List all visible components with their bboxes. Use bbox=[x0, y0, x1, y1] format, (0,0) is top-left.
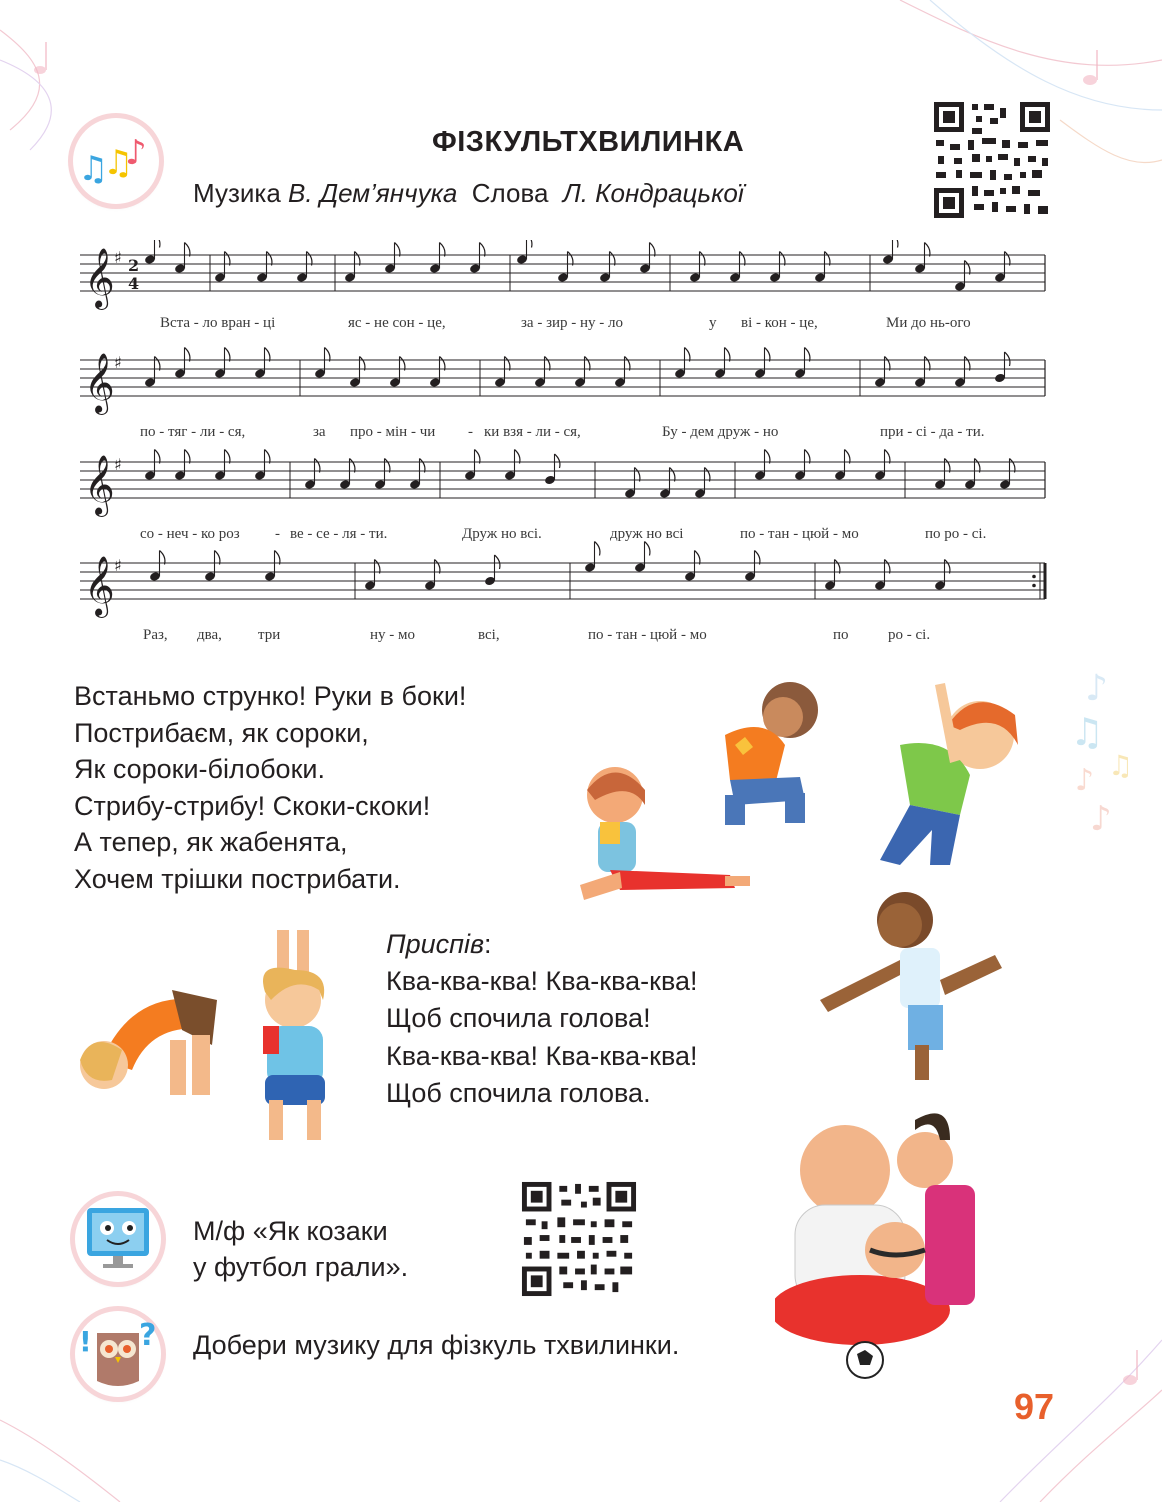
chorus-label-line bbox=[386, 926, 698, 963]
note-flag bbox=[650, 243, 655, 257]
composer-name: В. Дем’янчука bbox=[288, 178, 458, 208]
note-flag bbox=[685, 348, 690, 362]
note-flag bbox=[435, 560, 440, 574]
note-flag bbox=[740, 252, 745, 266]
repeat-dot bbox=[1032, 584, 1036, 588]
note-flag bbox=[765, 348, 770, 362]
key-signature-sharp: ♯ bbox=[114, 455, 122, 474]
note-flag bbox=[645, 542, 650, 556]
note-flag bbox=[155, 357, 160, 371]
svg-text:♪: ♪ bbox=[125, 133, 147, 173]
lyric-s4-2: два, bbox=[197, 627, 222, 643]
note-flag bbox=[595, 542, 600, 556]
verse-line: Пострибаєм, як сороки, bbox=[74, 717, 369, 748]
lyric-s4-7: по bbox=[833, 627, 849, 643]
note-flag bbox=[893, 240, 898, 248]
note-flag bbox=[315, 459, 320, 473]
note-flag bbox=[885, 357, 890, 371]
note-flag bbox=[568, 252, 573, 266]
note-flag bbox=[925, 243, 930, 257]
note-flag bbox=[215, 551, 220, 565]
lyric-s1-2: яс - не сон - це, bbox=[348, 315, 446, 331]
chorus-line: Ква-ква-ква! Ква-ква-ква! bbox=[386, 966, 698, 997]
note-flag bbox=[835, 560, 840, 574]
note-flag bbox=[265, 450, 270, 464]
note-flag bbox=[945, 459, 950, 473]
lyric-s2-1: по - тяг - ли - ся, bbox=[140, 424, 246, 440]
lyric-s1-1: Вста - ло вран - ці bbox=[160, 315, 276, 331]
task-badge bbox=[75, 1311, 161, 1397]
note-flag bbox=[805, 450, 810, 464]
note-flag bbox=[555, 454, 560, 468]
note-flag bbox=[610, 252, 615, 266]
illustration-kid-squat bbox=[235, 930, 345, 1150]
note-flag bbox=[440, 243, 445, 257]
treble-clef-icon: 𝄞 bbox=[84, 556, 115, 616]
svg-text:♫: ♫ bbox=[1070, 710, 1105, 754]
note-flag bbox=[505, 357, 510, 371]
note-flag bbox=[475, 450, 480, 464]
note-flag bbox=[527, 240, 532, 248]
key-signature-sharp: ♯ bbox=[114, 556, 122, 575]
verse-text bbox=[74, 678, 466, 898]
note-flag bbox=[325, 348, 330, 362]
lyric-s2-7: при - сі - да - ти. bbox=[880, 424, 985, 440]
music-notes-badge bbox=[73, 118, 159, 204]
lyric-s4-4: ну - мо bbox=[370, 627, 416, 643]
note-flag bbox=[160, 551, 165, 565]
lyric-s4-1: Раз, bbox=[143, 627, 168, 643]
verse-line: Встаньмо струнко! Руки в боки! bbox=[74, 681, 467, 711]
lyric-s2-3: про - мін - чи bbox=[350, 424, 436, 440]
note-flag bbox=[225, 252, 230, 266]
note-flag bbox=[400, 357, 405, 371]
cartoon-badge bbox=[75, 1196, 161, 1282]
note-flag bbox=[1005, 252, 1010, 266]
lyric-s4-8: ро - сі. bbox=[888, 627, 931, 643]
chorus-line: Ква-ква-ква! Ква-ква-ква! bbox=[386, 1040, 698, 1071]
lyric-s1-5: ві - кон - це, bbox=[741, 315, 818, 331]
cartoon-line-2: у футбол грали». bbox=[193, 1252, 409, 1282]
note-flag bbox=[885, 450, 890, 464]
note-flag bbox=[545, 357, 550, 371]
lyric-s4-6: по - тан - цюй - мо bbox=[588, 627, 707, 643]
note-flag bbox=[360, 357, 365, 371]
note-flag bbox=[225, 348, 230, 362]
song-credits bbox=[193, 178, 744, 209]
note-flag bbox=[515, 450, 520, 464]
lyric-s3-5: друж но всі bbox=[610, 526, 684, 542]
note-flag bbox=[495, 555, 500, 569]
lyric-s2-5: ки взя - ли - ся, bbox=[484, 424, 581, 440]
lyric-s2-2: за bbox=[313, 424, 326, 440]
note-flag bbox=[765, 450, 770, 464]
illustration-kid-bending bbox=[705, 665, 835, 835]
svg-text:♪: ♪ bbox=[1085, 668, 1108, 709]
lyric-s4-5: всі, bbox=[478, 627, 500, 643]
note-flag bbox=[725, 348, 730, 362]
note-flag bbox=[965, 357, 970, 371]
lyric-s4-3: три bbox=[258, 627, 281, 643]
chorus-label-colon: : bbox=[484, 929, 492, 959]
chorus-line: Щоб спочила голова. bbox=[386, 1077, 651, 1108]
page-title: ФІЗКУЛЬТХВИЛИНКА bbox=[432, 126, 745, 158]
note-flag bbox=[375, 560, 380, 574]
chorus-text bbox=[386, 926, 698, 1112]
note-flag bbox=[705, 468, 710, 482]
note-flag bbox=[805, 348, 810, 362]
note-flag bbox=[780, 252, 785, 266]
lyric-s3-1: со - неч - ко роз bbox=[140, 526, 240, 542]
key-signature-sharp: ♯ bbox=[114, 353, 122, 372]
svg-text:♫: ♫ bbox=[78, 149, 109, 189]
note-flag bbox=[695, 551, 700, 565]
note-flag bbox=[975, 459, 980, 473]
key-signature-sharp: ♯ bbox=[114, 248, 122, 267]
treble-clef-icon: 𝄞 bbox=[84, 353, 115, 413]
illustration-kid-balance bbox=[820, 880, 1010, 1080]
chorus-line: Щоб спочила голова! bbox=[386, 1003, 651, 1034]
note-flag bbox=[965, 261, 970, 275]
note-flag bbox=[355, 252, 360, 266]
note-flag bbox=[925, 357, 930, 371]
note-flag bbox=[625, 357, 630, 371]
repeat-dot bbox=[1032, 575, 1036, 579]
note-flag bbox=[185, 348, 190, 362]
qr-code-icon bbox=[932, 100, 1052, 220]
illustration-kid-stretch bbox=[840, 665, 1030, 865]
note-flag bbox=[670, 468, 675, 482]
note-flag bbox=[225, 450, 230, 464]
note-flag bbox=[440, 357, 445, 371]
chorus-label: Приспів bbox=[386, 929, 485, 959]
lyric-s1-4: у bbox=[709, 315, 717, 331]
svg-text:♪: ♪ bbox=[1090, 799, 1112, 839]
svg-text:?: ? bbox=[139, 1318, 157, 1353]
note-flag bbox=[945, 560, 950, 574]
svg-text:♫: ♫ bbox=[1108, 749, 1134, 782]
note-flag bbox=[1005, 352, 1010, 366]
note-flag bbox=[267, 252, 272, 266]
note-flag bbox=[350, 459, 355, 473]
note-flag bbox=[307, 252, 312, 266]
time-signature-top: 2 bbox=[128, 256, 140, 275]
verse-line: Стрибу-стрибу! Скоки-скоки! bbox=[74, 790, 431, 821]
verse-line: Хочем трішки пострибати. bbox=[74, 863, 401, 894]
time-signature-bottom: 4 bbox=[128, 274, 140, 293]
note-flag bbox=[755, 551, 760, 565]
note-flag bbox=[155, 450, 160, 464]
verse-line: Як сороки-білобоки. bbox=[74, 754, 325, 785]
note-flag bbox=[825, 252, 830, 266]
svg-text:♪: ♪ bbox=[1075, 763, 1095, 798]
monitor-face-icon bbox=[75, 1196, 161, 1282]
lyric-s1-6: Ми до нь-ого bbox=[886, 315, 971, 331]
music-label: Музика bbox=[193, 178, 281, 208]
note-flag bbox=[155, 240, 160, 248]
owl-question-icon bbox=[75, 1311, 161, 1397]
words-label: Слова bbox=[471, 178, 549, 208]
lyric-s3-4: Друж но всі. bbox=[462, 526, 542, 542]
note-flag bbox=[275, 551, 280, 565]
cartoon-reference bbox=[193, 1213, 408, 1285]
lyric-s3-6: по - тан - цюй - мо bbox=[740, 526, 859, 542]
task-text: Добери музику для фізкуль тхвилинки. bbox=[193, 1330, 680, 1360]
lyric-s3-3: ве - се - ля - ти. bbox=[290, 526, 388, 542]
note-flag bbox=[420, 459, 425, 473]
page-number: 97 bbox=[1014, 1386, 1055, 1427]
lyric-s2-6: Бу - дем друж - но bbox=[662, 424, 779, 440]
note-flag bbox=[585, 357, 590, 371]
illustration-kid-arch bbox=[72, 970, 232, 1110]
qr-code-icon bbox=[520, 1180, 638, 1298]
lyric-s3-2: - bbox=[275, 526, 280, 542]
note-flag bbox=[480, 243, 485, 257]
illustration-cossacks bbox=[775, 1100, 1000, 1380]
note-flag bbox=[185, 243, 190, 257]
lyric-s3-7: по ро - сі. bbox=[925, 526, 987, 542]
music-score bbox=[70, 240, 1050, 660]
note-flag bbox=[265, 348, 270, 362]
svg-text:♫: ♫ bbox=[103, 143, 134, 183]
note-flag bbox=[1010, 459, 1015, 473]
lyric-s2-4: - bbox=[468, 424, 473, 440]
treble-clef-icon: 𝄞 bbox=[84, 455, 115, 515]
note-flag bbox=[185, 450, 190, 464]
svg-text:!: ! bbox=[79, 1325, 92, 1358]
cartoon-line-1: М/ф «Як козаки bbox=[193, 1216, 388, 1246]
lyricist-name: Л. Кондрацької bbox=[562, 178, 744, 208]
music-notes-icon bbox=[73, 118, 159, 204]
note-flag bbox=[385, 459, 390, 473]
note-flag bbox=[700, 252, 705, 266]
lyric-s1-3: за - зир - ну - ло bbox=[521, 315, 624, 331]
note-flag bbox=[885, 560, 890, 574]
note-flag bbox=[635, 468, 640, 482]
treble-clef-icon: 𝄞 bbox=[84, 248, 115, 308]
note-flag bbox=[845, 450, 850, 464]
verse-line: А тепер, як жабенята, bbox=[74, 827, 348, 858]
note-flag bbox=[395, 243, 400, 257]
